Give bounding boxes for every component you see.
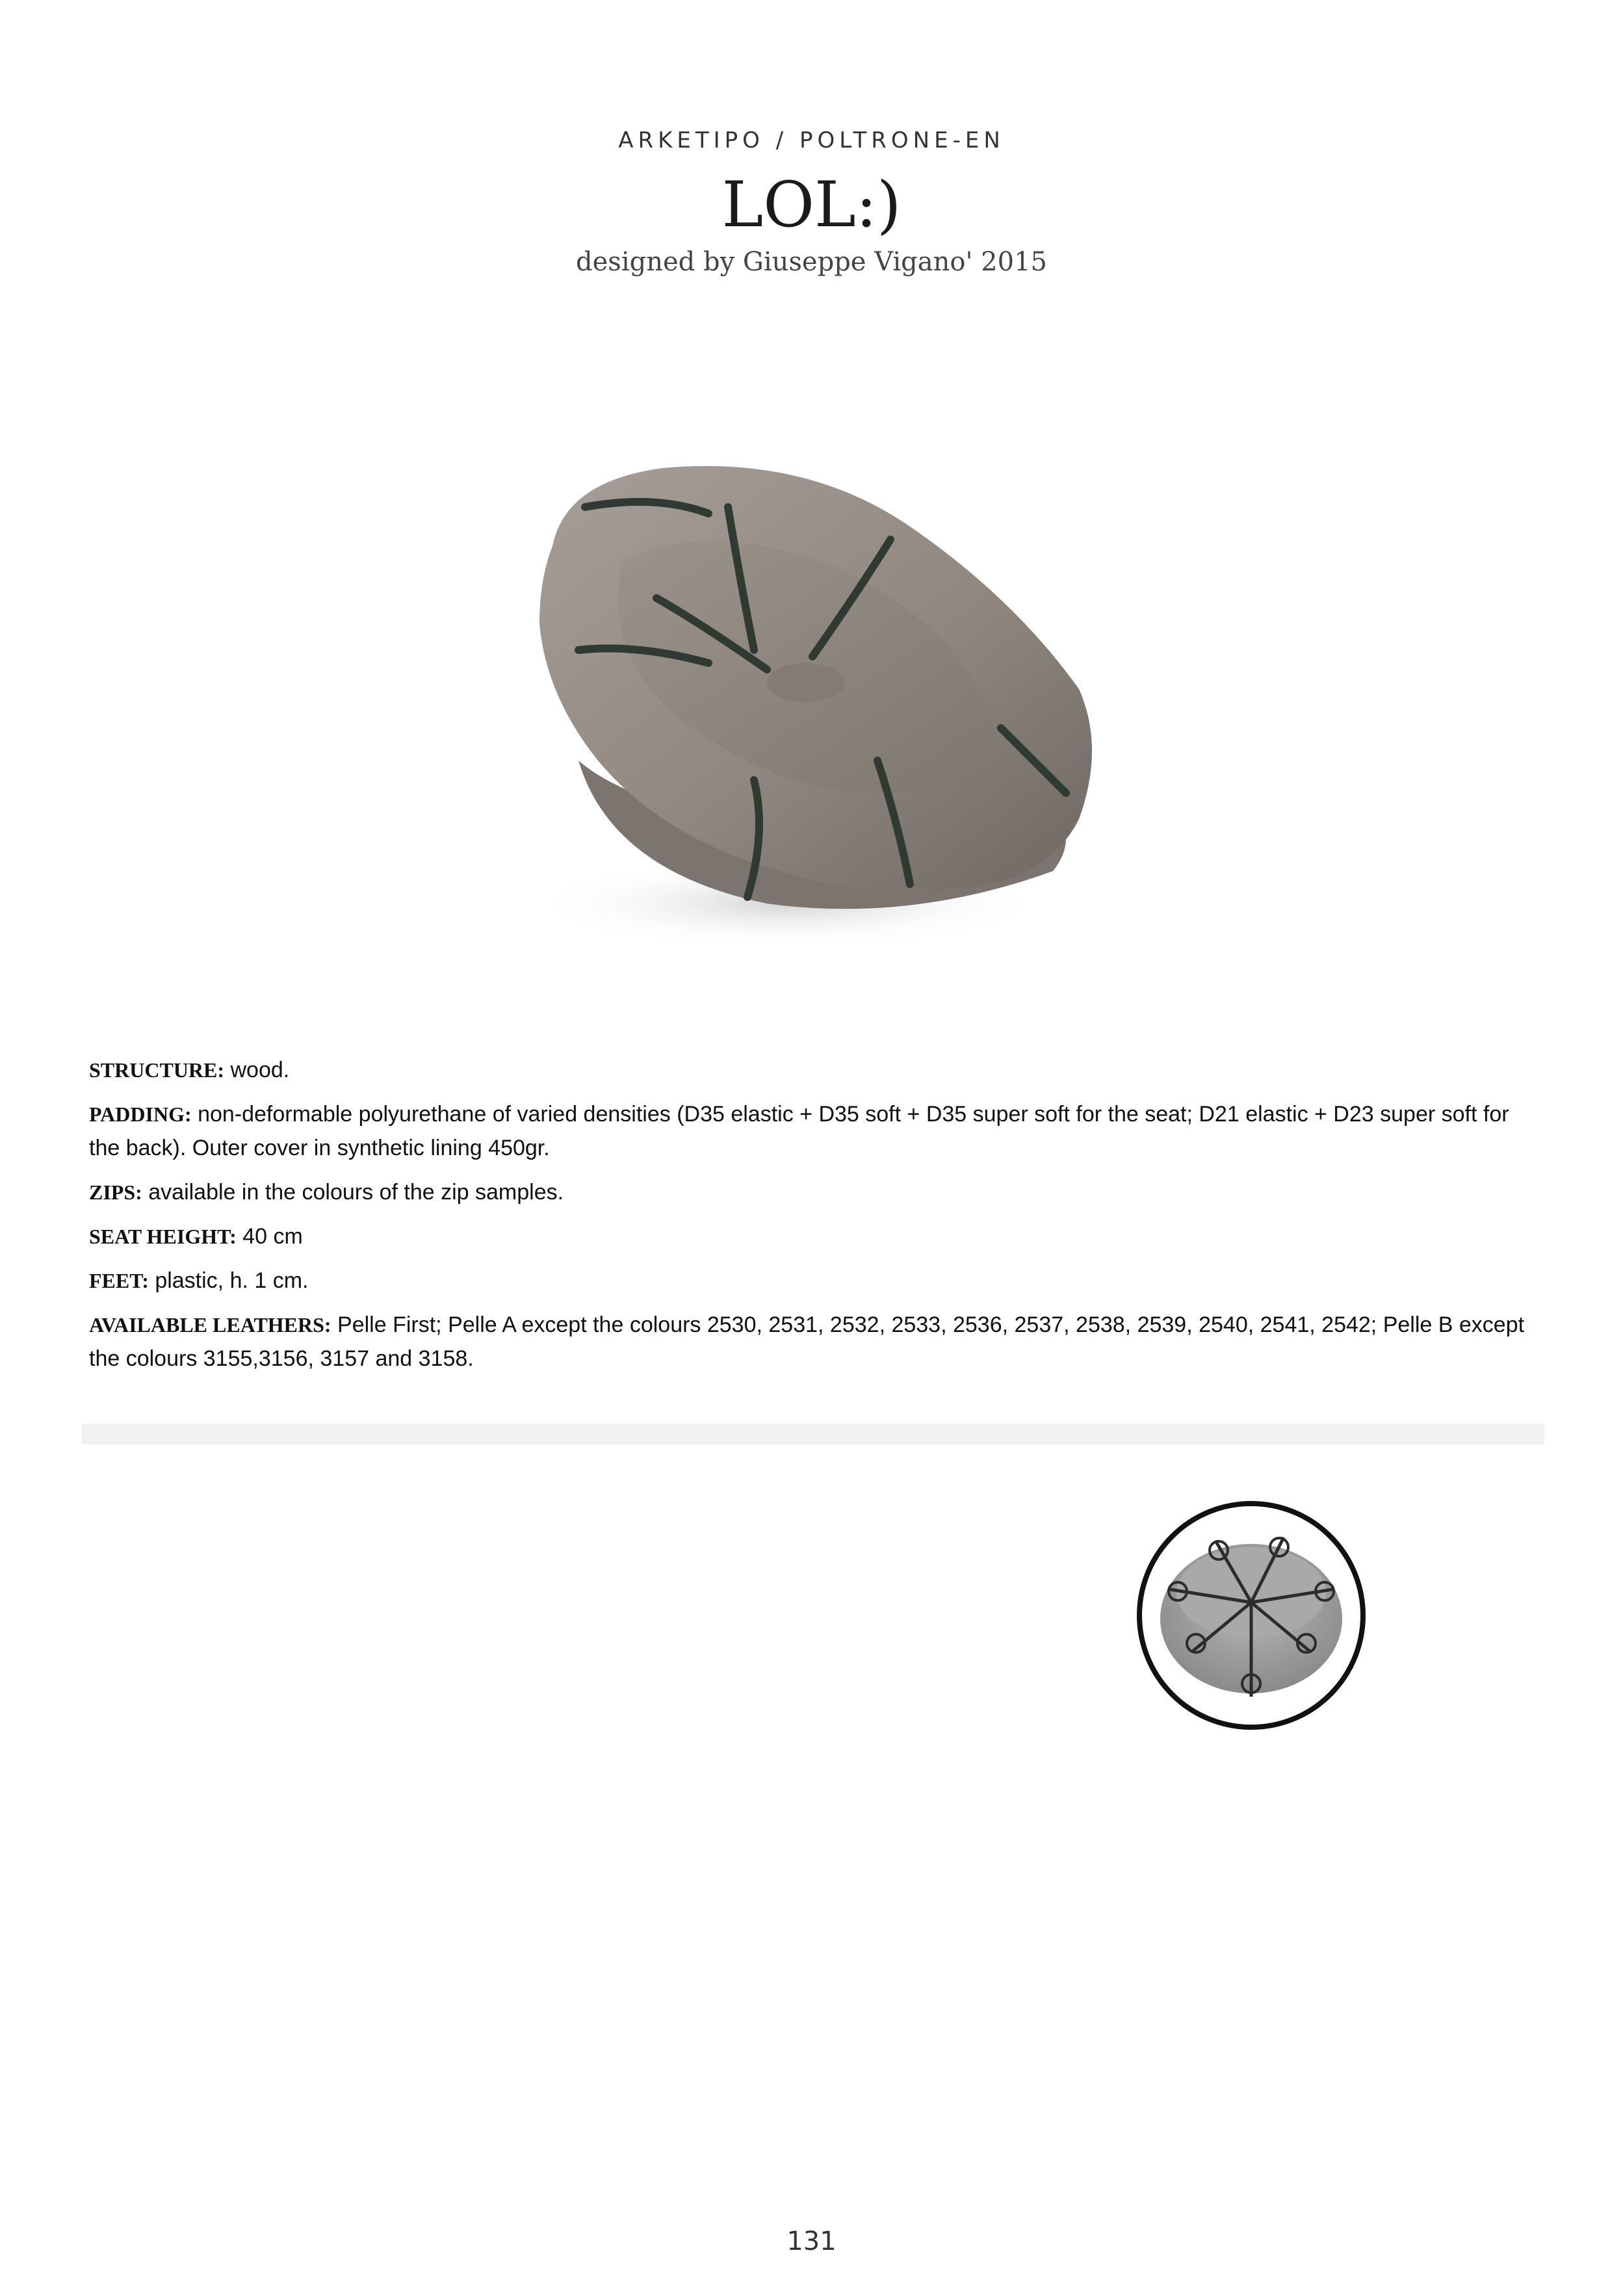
- spec-label: ZIPS:: [89, 1181, 142, 1204]
- spec-value: plastic, h. 1 cm.: [155, 1268, 309, 1293]
- seat-center: [767, 663, 845, 702]
- spec-structure: [89, 1053, 1545, 1087]
- spec-padding: [89, 1097, 1545, 1165]
- spec-seat-height: [89, 1220, 1545, 1253]
- armchair-photo: [494, 455, 1098, 962]
- spec-label: PADDING:: [89, 1102, 192, 1126]
- section-divider: [82, 1424, 1544, 1444]
- spec-label: STRUCTURE:: [89, 1058, 225, 1082]
- spec-list: [89, 1053, 1545, 1386]
- spec-value: wood.: [230, 1058, 290, 1082]
- spec-value: Pelle First; Pelle A except the colours 2530, 2531, 2532, 2533, 2536, 2537, 2538, 2539, 2540, 2541, 2542; Pelle B except the colours 3155,3156, 3157 and 3158.: [89, 1312, 1525, 1371]
- page-number: 131: [786, 2226, 837, 2256]
- spec-value: 40 cm: [242, 1224, 303, 1249]
- product-title: LOL:): [721, 168, 902, 241]
- spec-label: FEET:: [89, 1269, 149, 1292]
- spec-feet: [89, 1264, 1545, 1298]
- spec-label: SEAT HEIGHT:: [89, 1225, 237, 1248]
- designer-credit: designed by Giuseppe Vigano' 2015: [576, 247, 1047, 277]
- spec-available-leathers: [89, 1308, 1545, 1376]
- spec-zips: [89, 1175, 1545, 1209]
- spec-value: non-deformable polyurethane of varied densities (D35 elastic + D35 soft + D35 super soft for the seat; D21 elastic + D23 super soft for the back). Outer cover in synthetic lining 450gr.: [89, 1102, 1509, 1160]
- zip-detail-circle-photo: [1131, 1495, 1371, 1736]
- spec-label: AVAILABLE LEATHERS:: [89, 1313, 331, 1337]
- breadcrumb: ARKETIPO / POLTRONE-EN: [618, 127, 1005, 153]
- spec-value: available in the colours of the zip samples.: [148, 1180, 564, 1205]
